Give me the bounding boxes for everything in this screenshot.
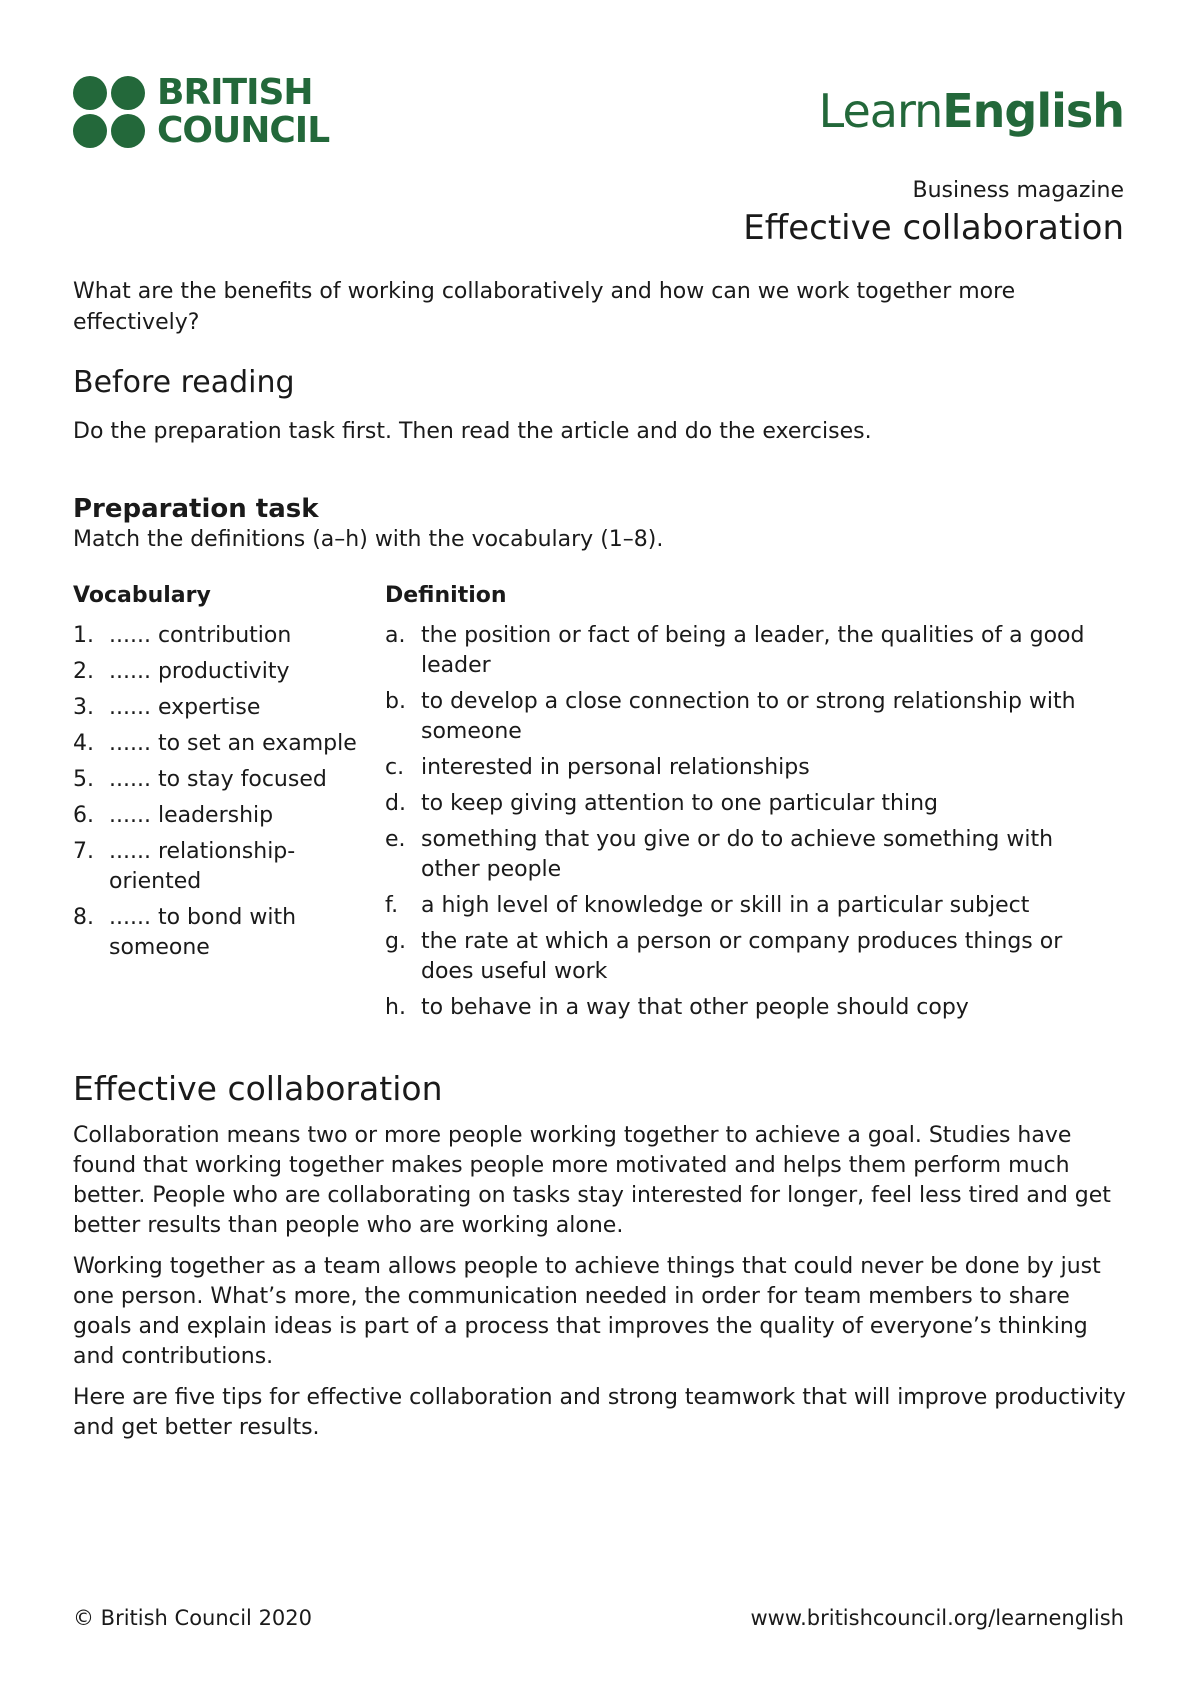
definition-heading: Definition xyxy=(385,583,507,608)
footer-copyright: © British Council 2020 xyxy=(73,1606,313,1630)
vocabulary-item xyxy=(73,801,385,831)
article-paragraph: Working together as a team allows people to achieve things that could never be done by just one person. What’s more, the communication needed in order for team members to share goals and explain ideas is part of a process that improves the quality of everyone’s thinking and contributions. xyxy=(73,1254,1101,1369)
article-paragraph: Collaboration means two or more people working together to achieve a goal. Studies have found that working together makes people more motivated and helps them perform much better. People who are collaborating on tasks stay interested for longer, feel less tired and get better results than people who are working alone. xyxy=(73,1123,1111,1238)
document-title: Effective collaboration xyxy=(743,208,1124,248)
vocabulary-term: ...... leadership xyxy=(109,803,274,828)
item-number: 4. xyxy=(73,731,94,756)
item-letter: b. xyxy=(385,689,406,714)
definition-text: to behave in a way that other people should copy xyxy=(421,995,969,1020)
vocabulary-term: ...... expertise xyxy=(109,695,261,720)
intro-question: What are the benefits of working collaboratively and how can we work together more effectively? xyxy=(73,279,1016,335)
before-reading-text: Do the preparation task first. Then read the article and do the exercises. xyxy=(73,419,872,444)
item-letter: h. xyxy=(385,995,406,1020)
vocabulary-term: ...... to bond with someone xyxy=(109,905,297,960)
vocabulary-heading: Vocabulary xyxy=(73,583,211,608)
document-category: Business magazine xyxy=(912,178,1124,203)
definition-item xyxy=(385,687,1085,747)
definition-text: the position or fact of being a leader, the qualities of a good leader xyxy=(421,623,1085,678)
definition-text: to develop a close connection to or strong relationship with someone xyxy=(421,689,1076,744)
logo-line-1: BRITISH xyxy=(157,72,313,113)
main-content xyxy=(73,276,1133,1454)
vocabulary-term: ...... relationship-oriented xyxy=(109,839,296,894)
definition-item xyxy=(385,927,1085,987)
footer-url[interactable]: www.britishcouncil.org/learnenglish xyxy=(750,1606,1124,1630)
definition-text: a high level of knowledge or skill in a particular subject xyxy=(421,893,1030,918)
item-number: 7. xyxy=(73,839,94,864)
before-reading-heading: Before reading xyxy=(73,365,295,400)
vocabulary-item xyxy=(73,693,385,723)
item-number: 1. xyxy=(73,623,94,648)
vocabulary-term: ...... productivity xyxy=(109,659,290,684)
item-number: 6. xyxy=(73,803,94,828)
item-letter: g. xyxy=(385,929,406,954)
definition-column xyxy=(385,581,1085,1029)
british-council-logo xyxy=(73,74,329,150)
vocabulary-term: ...... contribution xyxy=(109,623,292,648)
article-paragraph: Here are five tips for effective collaboration and strong teamwork that will improve productivity and get better results. xyxy=(73,1385,1126,1440)
item-number: 8. xyxy=(73,905,94,930)
item-number: 3. xyxy=(73,695,94,720)
vocabulary-item xyxy=(73,657,385,687)
learnenglish-logo xyxy=(819,84,1124,138)
definition-text: interested in personal relationships xyxy=(421,755,810,780)
definition-item xyxy=(385,789,1085,819)
learnenglish-bold: English xyxy=(942,84,1124,138)
item-letter: e. xyxy=(385,827,406,852)
item-number: 5. xyxy=(73,767,94,792)
vocabulary-item xyxy=(73,621,385,651)
definition-item xyxy=(385,891,1085,921)
vocabulary-term: ...... to stay focused xyxy=(109,767,327,792)
vocabulary-item xyxy=(73,903,385,963)
preparation-task-instruction: Match the definitions (a–h) with the vocabulary (1–8). xyxy=(73,527,664,552)
definition-item xyxy=(385,753,1085,783)
definition-item xyxy=(385,993,1085,1023)
definition-list xyxy=(385,621,1085,1023)
matching-exercise xyxy=(73,581,1133,1029)
learnenglish-light: Learn xyxy=(818,84,943,138)
item-letter: f. xyxy=(385,893,399,918)
definition-text: to keep giving attention to one particular thing xyxy=(421,791,939,816)
vocabulary-item xyxy=(73,837,385,897)
definition-item xyxy=(385,825,1085,885)
logo-dots-icon xyxy=(73,76,145,148)
preparation-task-heading: Preparation task xyxy=(73,494,319,524)
item-letter: d. xyxy=(385,791,406,816)
item-letter: a. xyxy=(385,623,406,648)
vocabulary-term: ...... to set an example xyxy=(109,731,357,756)
vocabulary-list xyxy=(73,621,385,963)
logo-line-2: COUNCIL xyxy=(157,110,330,151)
logo-wordmark xyxy=(157,74,329,150)
vocabulary-item xyxy=(73,765,385,795)
item-number: 2. xyxy=(73,659,94,684)
article-heading: Effective collaboration xyxy=(73,1069,443,1108)
definition-text: something that you give or do to achieve something with other people xyxy=(421,827,1054,882)
item-letter: c. xyxy=(385,755,405,780)
definition-text: the rate at which a person or company produces things or does useful work xyxy=(421,929,1063,984)
vocabulary-item xyxy=(73,729,385,759)
vocabulary-column xyxy=(73,581,385,1029)
definition-item xyxy=(385,621,1085,681)
